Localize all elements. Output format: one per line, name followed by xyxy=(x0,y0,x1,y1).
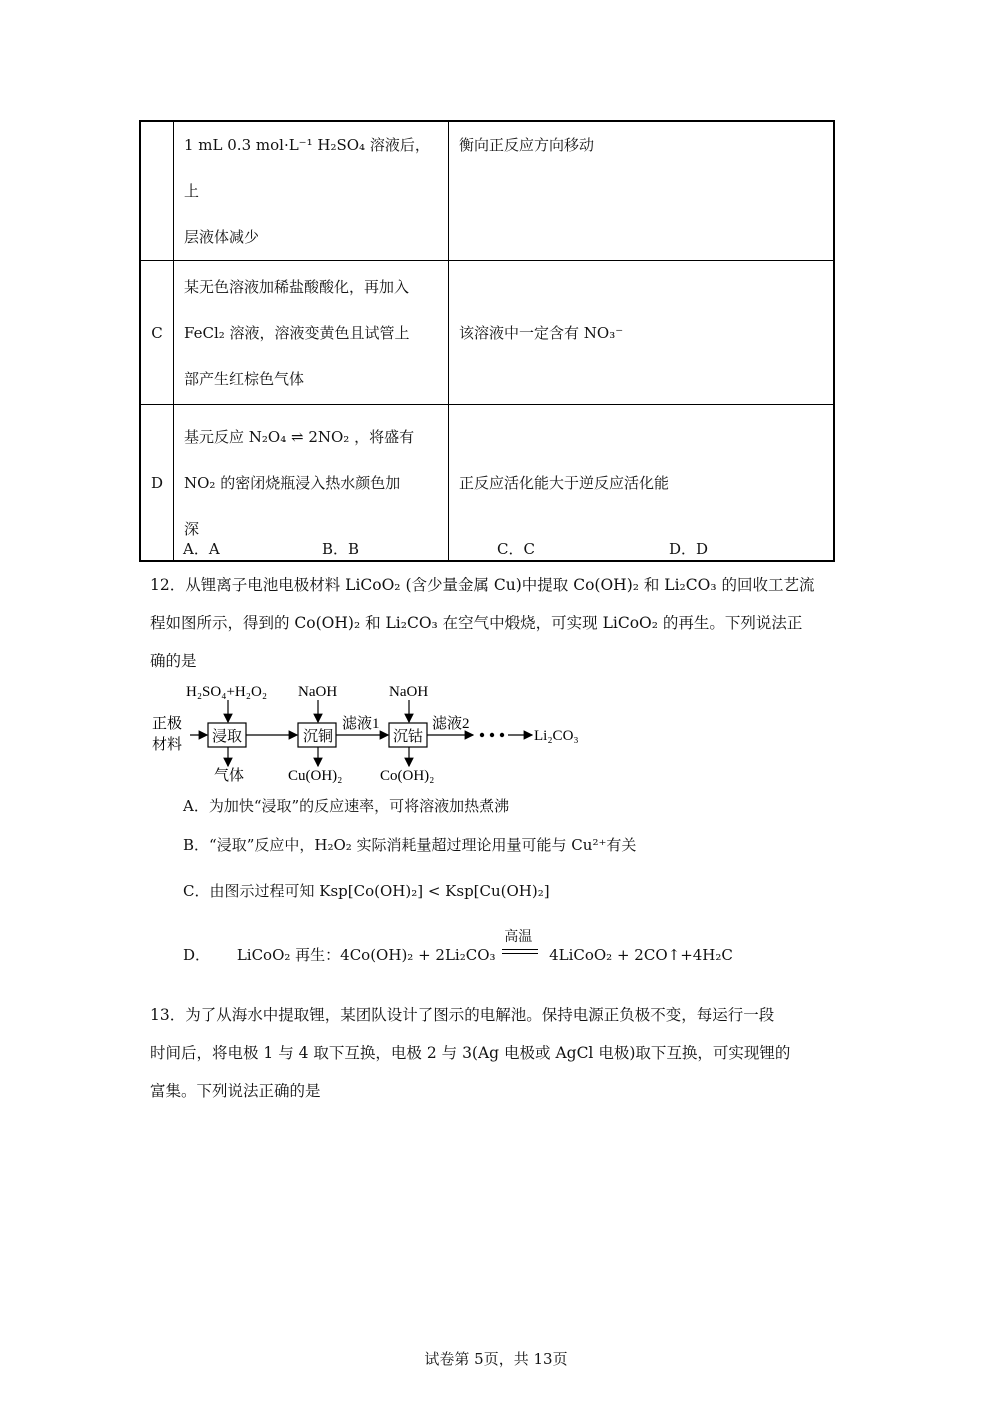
option-c: C．C xyxy=(497,540,535,558)
reaction-arrow xyxy=(502,929,542,960)
stem-line: 12．从锂离子电池电极材料 LiCoO₂ (含少量金属 Cu)中提取 Co(OH)₂ 和 Li₂CO₃ 的回收工艺流 xyxy=(150,576,815,594)
q13-stem xyxy=(150,996,845,1110)
output-1: 气体 xyxy=(214,768,245,784)
ellipsis-dots xyxy=(480,733,504,737)
q12-option-b: B．“浸取”反应中，H₂O₂ 实际消耗量超过理论用量可能与 Cu²⁺有关 xyxy=(183,836,637,854)
row-condition xyxy=(174,121,449,261)
option-b: B．B xyxy=(322,540,360,558)
output-2: Cu(OH)₂ xyxy=(288,768,343,784)
condition-line: 层液体减少 xyxy=(184,228,260,246)
condition-line: 深 xyxy=(184,519,200,538)
filtrate-2: 滤液2 xyxy=(432,716,470,732)
product: Li₂CO₃ xyxy=(534,728,579,744)
process-flow-diagram xyxy=(148,678,608,788)
condition-line: 1 mL 0.3 mol·L⁻¹ H₂SO₄ 溶液后，上 xyxy=(184,136,430,200)
option-d-prefix: D． xyxy=(183,946,211,964)
stem-line: 确的是 xyxy=(150,652,197,670)
row-conclusion: 该溶液中一定含有 NO₃⁻ xyxy=(449,261,835,405)
q12-option-a: A．为加快“浸取”的反应速率，可将溶液加热煮沸 xyxy=(183,797,510,815)
stem-line: 13．为了从海水中提取锂，某团队设计了图示的电解池。保持电源正负极不变，每运行一段 xyxy=(150,1006,775,1024)
row-condition xyxy=(174,261,449,405)
question-table xyxy=(139,120,835,562)
condition-line: 基元反应 N₂O₄ ⇌ 2NO₂ ，将盛有 xyxy=(184,427,415,446)
row-label: D xyxy=(140,405,174,562)
box-2-label: 沉铜 xyxy=(303,729,334,745)
row-conclusion: 正反应活化能大于逆反应活化能 xyxy=(449,405,835,562)
output-3: Co(OH)₂ xyxy=(380,768,435,784)
reaction-condition: 高温 xyxy=(504,929,533,945)
page-footer: 试卷第 5页，共 13页 xyxy=(424,1350,568,1368)
row-label: C xyxy=(140,261,174,405)
input-line2: 材料 xyxy=(152,737,183,753)
row-conclusion: 衡向正反应方向移动 xyxy=(449,121,835,261)
stem-line: 程如图所示，得到的 Co(OH)₂ 和 Li₂CO₃ 在空气中煅烧，可实现 LiCoO₂ 的再生。下列说法正 xyxy=(150,614,803,632)
q12-option-c: C．由图示过程可知 Ksp[Co(OH)₂] < Ksp[Cu(OH)₂] xyxy=(183,882,550,900)
q12-option-d xyxy=(183,929,733,965)
condition-line: NO₂ 的密闭烧瓶浸入热水颜色加 xyxy=(184,473,401,492)
stem-line: 富集。下列说法正确的是 xyxy=(150,1082,321,1100)
option-d-left: LiCoO₂ 再生：4Co(OH)₂ + 2Li₂CO₃ xyxy=(236,946,496,964)
condition-line: 部产生红棕色气体 xyxy=(184,369,305,388)
reagent-2: NaOH xyxy=(298,684,338,700)
box-1-label: 浸取 xyxy=(212,729,243,745)
box-3-label: 沉钴 xyxy=(393,729,424,745)
condition-line: FeCl₂ 溶液，溶液变黄色且试管上 xyxy=(184,323,410,342)
option-a: A．A xyxy=(183,540,220,558)
filtrate-1: 滤液1 xyxy=(342,716,380,732)
reagent-1: H₂SO₄+H₂O₂ xyxy=(186,684,268,700)
row-label xyxy=(140,121,174,261)
option-d: D．D xyxy=(669,540,709,558)
reagent-3: NaOH xyxy=(389,684,429,700)
q12-stem xyxy=(150,566,845,680)
stem-line: 时间后，将电极 1 与 4 取下互换，电极 2 与 3(Ag 电极或 AgCl 电极)取下互换，可实现锂的 xyxy=(150,1044,791,1062)
option-d-right: 4LiCoO₂ + 2CO↑+4H₂C xyxy=(549,946,733,964)
input-line1: 正极 xyxy=(152,716,183,732)
condition-line: 某无色溶液加稀盐酸酸化，再加入 xyxy=(184,277,410,296)
